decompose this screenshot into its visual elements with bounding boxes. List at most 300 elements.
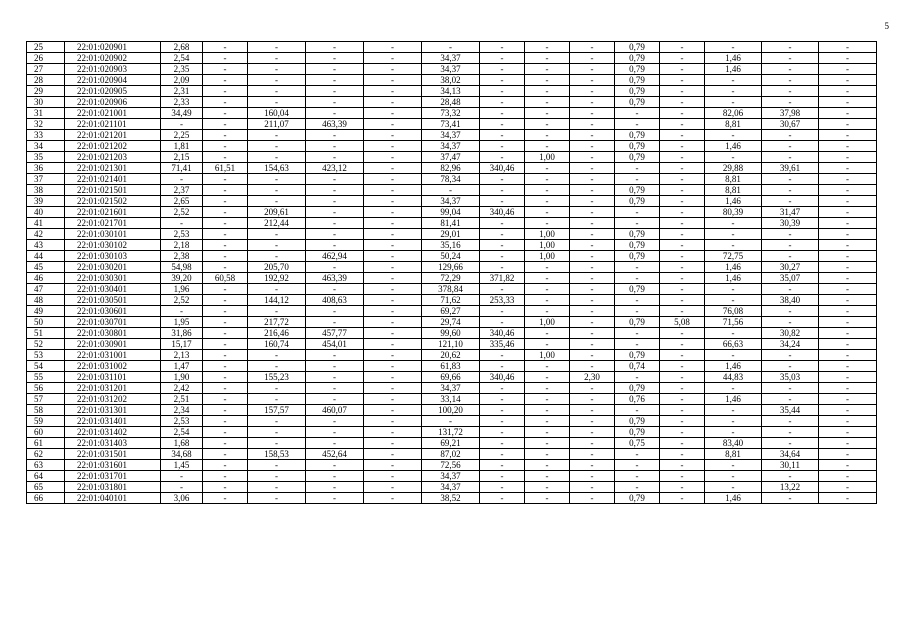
value-cell: - [705,218,762,229]
value-cell: - [248,97,306,108]
value-cell: - [248,185,306,196]
value-cell: - [819,174,877,185]
value-cell: - [615,460,660,471]
value-cell: - [248,86,306,97]
value-cell: 0,79 [615,86,660,97]
value-cell: - [570,108,615,119]
value-cell: - [660,306,705,317]
value-cell: - [480,141,525,152]
value-cell: 217,72 [248,317,306,328]
row-number-cell: 49 [27,306,65,317]
value-cell: 2,09 [161,75,203,86]
row-number-cell: 36 [27,163,65,174]
value-cell: - [364,328,422,339]
table-row [27,350,877,361]
cadastral-code-cell: 22:01:030301 [65,273,161,284]
value-cell: - [364,262,422,273]
value-cell: - [480,75,525,86]
value-cell: - [364,207,422,218]
value-cell: - [762,42,819,53]
value-cell: - [480,460,525,471]
cadastral-code-cell: 22:01:040101 [65,493,161,504]
value-cell: - [480,262,525,273]
value-cell: - [762,229,819,240]
value-cell: - [615,108,660,119]
value-cell: - [525,416,570,427]
value-cell: - [203,141,248,152]
value-cell: 2,53 [161,416,203,427]
value-cell: - [570,64,615,75]
value-cell: - [203,64,248,75]
value-cell: 72,56 [422,460,480,471]
value-cell: 452,64 [306,449,364,460]
table-row [27,460,877,471]
value-cell: - [480,130,525,141]
value-cell: - [306,306,364,317]
value-cell: 0,76 [615,394,660,405]
value-cell: - [570,75,615,86]
value-cell: - [525,64,570,75]
value-cell: - [306,394,364,405]
cadastral-code-cell: 22:01:031202 [65,394,161,405]
row-number-cell: 43 [27,240,65,251]
table-row [27,361,877,372]
value-cell: - [762,174,819,185]
value-cell: - [203,174,248,185]
value-cell: - [306,240,364,251]
value-cell: 34,37 [422,383,480,394]
cadastral-code-cell: 22:01:020901 [65,42,161,53]
table-row [27,86,877,97]
value-cell: - [203,75,248,86]
value-cell: - [525,185,570,196]
value-cell: - [660,438,705,449]
cadastral-code-cell: 22:01:021101 [65,119,161,130]
value-cell: 2,37 [161,185,203,196]
value-cell: - [819,218,877,229]
value-cell: 34,37 [422,471,480,482]
value-cell: 33,14 [422,394,480,405]
value-cell: - [203,493,248,504]
value-cell: - [248,152,306,163]
value-cell: 61,83 [422,361,480,372]
value-cell: 0,79 [615,251,660,262]
row-number-cell: 53 [27,350,65,361]
cadastral-code-cell: 22:01:020903 [65,64,161,75]
value-cell: - [306,42,364,53]
row-number-cell: 66 [27,493,65,504]
table-row [27,372,877,383]
value-cell: - [203,207,248,218]
value-cell: - [248,482,306,493]
value-cell: - [819,361,877,372]
value-cell: - [819,229,877,240]
value-cell: - [161,218,203,229]
value-cell: - [203,339,248,350]
value-cell: - [762,97,819,108]
value-cell: - [525,218,570,229]
table-row [27,141,877,152]
cadastral-code-cell: 22:01:030201 [65,262,161,273]
cadastral-code-cell: 22:01:021202 [65,141,161,152]
value-cell: - [819,152,877,163]
row-number-cell: 26 [27,53,65,64]
value-cell: 0,79 [615,383,660,394]
value-cell: 80,39 [705,207,762,218]
row-number-cell: 27 [27,64,65,75]
row-number-cell: 33 [27,130,65,141]
value-cell: - [306,427,364,438]
value-cell: - [248,416,306,427]
value-cell: 73,41 [422,119,480,130]
value-cell: - [615,119,660,130]
value-cell: - [364,42,422,53]
value-cell: 154,63 [248,163,306,174]
value-cell: - [306,218,364,229]
value-cell: - [364,317,422,328]
value-cell: - [819,251,877,262]
table-row [27,317,877,328]
value-cell: - [364,141,422,152]
value-cell: - [306,130,364,141]
value-cell: - [762,361,819,372]
value-cell: - [480,229,525,240]
value-cell: - [615,372,660,383]
value-cell: 35,07 [762,273,819,284]
table-row [27,42,877,53]
table-row [27,251,877,262]
row-number-cell: 54 [27,361,65,372]
value-cell: 253,33 [480,295,525,306]
value-cell: - [660,86,705,97]
value-cell: - [306,438,364,449]
table-row [27,405,877,416]
value-cell: 34,37 [422,64,480,75]
value-cell: 2,34 [161,405,203,416]
value-cell: 35,16 [422,240,480,251]
value-cell: - [203,361,248,372]
value-cell: - [819,295,877,306]
value-cell: - [364,394,422,405]
value-cell: - [705,471,762,482]
value-cell: - [480,416,525,427]
value-cell: 2,51 [161,394,203,405]
value-cell: - [306,372,364,383]
value-cell: - [705,229,762,240]
value-cell: - [306,471,364,482]
value-cell: - [525,405,570,416]
value-cell: 0,79 [615,53,660,64]
cadastral-code-cell: 22:01:021502 [65,196,161,207]
value-cell: 34,68 [161,449,203,460]
value-cell: - [819,53,877,64]
cadastral-code-cell: 22:01:021401 [65,174,161,185]
value-cell: - [480,427,525,438]
table-row [27,185,877,196]
value-cell: 34,37 [422,196,480,207]
value-cell: - [525,108,570,119]
cadastral-code-cell: 22:01:030103 [65,251,161,262]
value-cell: 0,79 [615,493,660,504]
table-row [27,240,877,251]
value-cell: - [819,317,877,328]
value-cell: 212,44 [248,218,306,229]
value-cell: - [762,196,819,207]
value-cell: - [762,53,819,64]
value-cell: 1,46 [705,394,762,405]
table-row [27,284,877,295]
table-row [27,449,877,460]
value-cell: 82,96 [422,163,480,174]
cadastral-code-cell: 22:01:030501 [65,295,161,306]
value-cell: 81,41 [422,218,480,229]
value-cell: - [570,218,615,229]
value-cell: - [570,394,615,405]
value-cell: - [203,130,248,141]
value-cell: 378,84 [422,284,480,295]
value-cell: 1,46 [705,262,762,273]
value-cell: - [705,42,762,53]
row-number-cell: 57 [27,394,65,405]
value-cell: - [819,394,877,405]
value-cell: 423,12 [306,163,364,174]
row-number-cell: 29 [27,86,65,97]
value-cell: - [615,405,660,416]
value-cell: 1,90 [161,372,203,383]
table-row [27,295,877,306]
value-cell: 1,45 [161,460,203,471]
cadastral-code-cell: 22:01:020906 [65,97,161,108]
value-cell: 460,07 [306,405,364,416]
value-cell: - [306,75,364,86]
value-cell: 34,37 [422,141,480,152]
table-row [27,64,877,75]
value-cell: - [570,295,615,306]
value-cell: - [762,141,819,152]
cadastral-code-cell: 22:01:031801 [65,482,161,493]
value-cell: - [819,240,877,251]
value-cell: - [248,240,306,251]
value-cell: - [203,449,248,460]
value-cell: - [248,75,306,86]
value-cell: - [480,185,525,196]
value-cell: - [660,152,705,163]
value-cell: 1,95 [161,317,203,328]
row-number-cell: 42 [27,229,65,240]
cadastral-code-cell: 22:01:021203 [65,152,161,163]
value-cell: 205,70 [248,262,306,273]
value-cell: 129,66 [422,262,480,273]
value-cell: - [660,405,705,416]
value-cell: 462,94 [306,251,364,262]
value-cell: 34,37 [422,53,480,64]
value-cell: - [615,273,660,284]
value-cell: - [819,427,877,438]
value-cell: 209,61 [248,207,306,218]
value-cell: - [203,152,248,163]
value-cell: - [570,317,615,328]
value-cell: - [364,284,422,295]
value-cell: 0,79 [615,240,660,251]
row-number-cell: 37 [27,174,65,185]
value-cell: - [660,196,705,207]
value-cell: - [570,196,615,207]
value-cell: - [248,251,306,262]
value-cell: 37,98 [762,108,819,119]
value-cell: - [819,64,877,75]
table-row [27,471,877,482]
value-cell: - [248,53,306,64]
row-number-cell: 45 [27,262,65,273]
row-number-cell: 35 [27,152,65,163]
value-cell: - [364,196,422,207]
value-cell: - [525,207,570,218]
value-cell: - [203,372,248,383]
value-cell: - [762,75,819,86]
cadastral-code-cell: 22:01:031501 [65,449,161,460]
value-cell: - [819,449,877,460]
value-cell: - [203,328,248,339]
table-row [27,130,877,141]
value-cell: - [203,240,248,251]
value-cell: 15,17 [161,339,203,350]
value-cell: - [660,163,705,174]
value-cell: - [819,339,877,350]
value-cell: 99,60 [422,328,480,339]
value-cell: - [248,493,306,504]
value-cell: - [570,427,615,438]
value-cell: 144,12 [248,295,306,306]
value-cell: 37,47 [422,152,480,163]
value-cell: - [364,218,422,229]
value-cell: - [364,372,422,383]
value-cell: - [480,97,525,108]
value-cell: - [248,64,306,75]
value-cell: 463,39 [306,119,364,130]
value-cell: - [570,383,615,394]
value-cell: - [705,75,762,86]
value-cell: - [819,372,877,383]
cadastral-code-cell: 22:01:031402 [65,427,161,438]
value-cell: - [248,383,306,394]
value-cell: 2,25 [161,130,203,141]
value-cell: - [422,416,480,427]
value-cell: 2,68 [161,42,203,53]
data-table [26,41,877,504]
value-cell: - [705,350,762,361]
value-cell: - [705,460,762,471]
value-cell: - [480,53,525,64]
value-cell: - [819,108,877,119]
value-cell: 340,46 [480,163,525,174]
value-cell: - [248,130,306,141]
value-cell: - [819,460,877,471]
value-cell: 463,39 [306,273,364,284]
value-cell: - [705,86,762,97]
value-cell: - [203,350,248,361]
value-cell: - [525,97,570,108]
value-cell: - [570,119,615,130]
value-cell: - [705,416,762,427]
value-cell: - [570,361,615,372]
value-cell: 29,88 [705,163,762,174]
value-cell: 31,86 [161,328,203,339]
value-cell: 2,54 [161,427,203,438]
value-cell: - [248,427,306,438]
value-cell: 0,79 [615,229,660,240]
value-cell: - [570,460,615,471]
value-cell: - [364,240,422,251]
value-cell: - [364,339,422,350]
value-cell: - [248,306,306,317]
value-cell: 29,01 [422,229,480,240]
value-cell: 34,37 [422,482,480,493]
value-cell: - [306,64,364,75]
cadastral-code-cell: 22:01:030101 [65,229,161,240]
page-number: 5 [884,21,889,31]
value-cell: - [480,108,525,119]
value-cell: - [306,284,364,295]
value-cell: - [819,75,877,86]
value-cell: 155,23 [248,372,306,383]
value-cell: - [762,130,819,141]
cadastral-code-cell: 22:01:030701 [65,317,161,328]
value-cell: 157,57 [248,405,306,416]
value-cell: - [364,361,422,372]
value-cell: 340,46 [480,328,525,339]
value-cell: 454,01 [306,339,364,350]
value-cell: - [819,196,877,207]
value-cell: - [819,284,877,295]
value-cell: - [203,86,248,97]
value-cell: - [819,97,877,108]
value-cell: 35,44 [762,405,819,416]
value-cell: - [660,218,705,229]
cadastral-code-cell: 22:01:031201 [65,383,161,394]
value-cell: 69,21 [422,438,480,449]
value-cell: - [364,383,422,394]
value-cell: 0,79 [615,416,660,427]
table-row [27,493,877,504]
value-cell: 82,06 [705,108,762,119]
value-cell: - [306,53,364,64]
cadastral-code-cell: 22:01:021501 [65,185,161,196]
value-cell: 0,79 [615,284,660,295]
value-cell: - [364,174,422,185]
value-cell: 28,48 [422,97,480,108]
row-number-cell: 48 [27,295,65,306]
value-cell: - [660,295,705,306]
value-cell: - [660,383,705,394]
value-cell: 71,56 [705,317,762,328]
value-cell: - [364,482,422,493]
value-cell: - [705,427,762,438]
value-cell: - [762,383,819,394]
table-row [27,75,877,86]
value-cell: - [161,482,203,493]
value-cell: 30,82 [762,328,819,339]
value-cell: - [525,460,570,471]
value-cell: - [480,471,525,482]
value-cell: - [660,174,705,185]
value-cell: - [203,262,248,273]
cadastral-code-cell: 22:01:031403 [65,438,161,449]
value-cell: - [525,493,570,504]
value-cell: 8,81 [705,185,762,196]
value-cell: - [525,449,570,460]
cadastral-code-cell: 22:01:021201 [65,130,161,141]
value-cell: 31,47 [762,207,819,218]
